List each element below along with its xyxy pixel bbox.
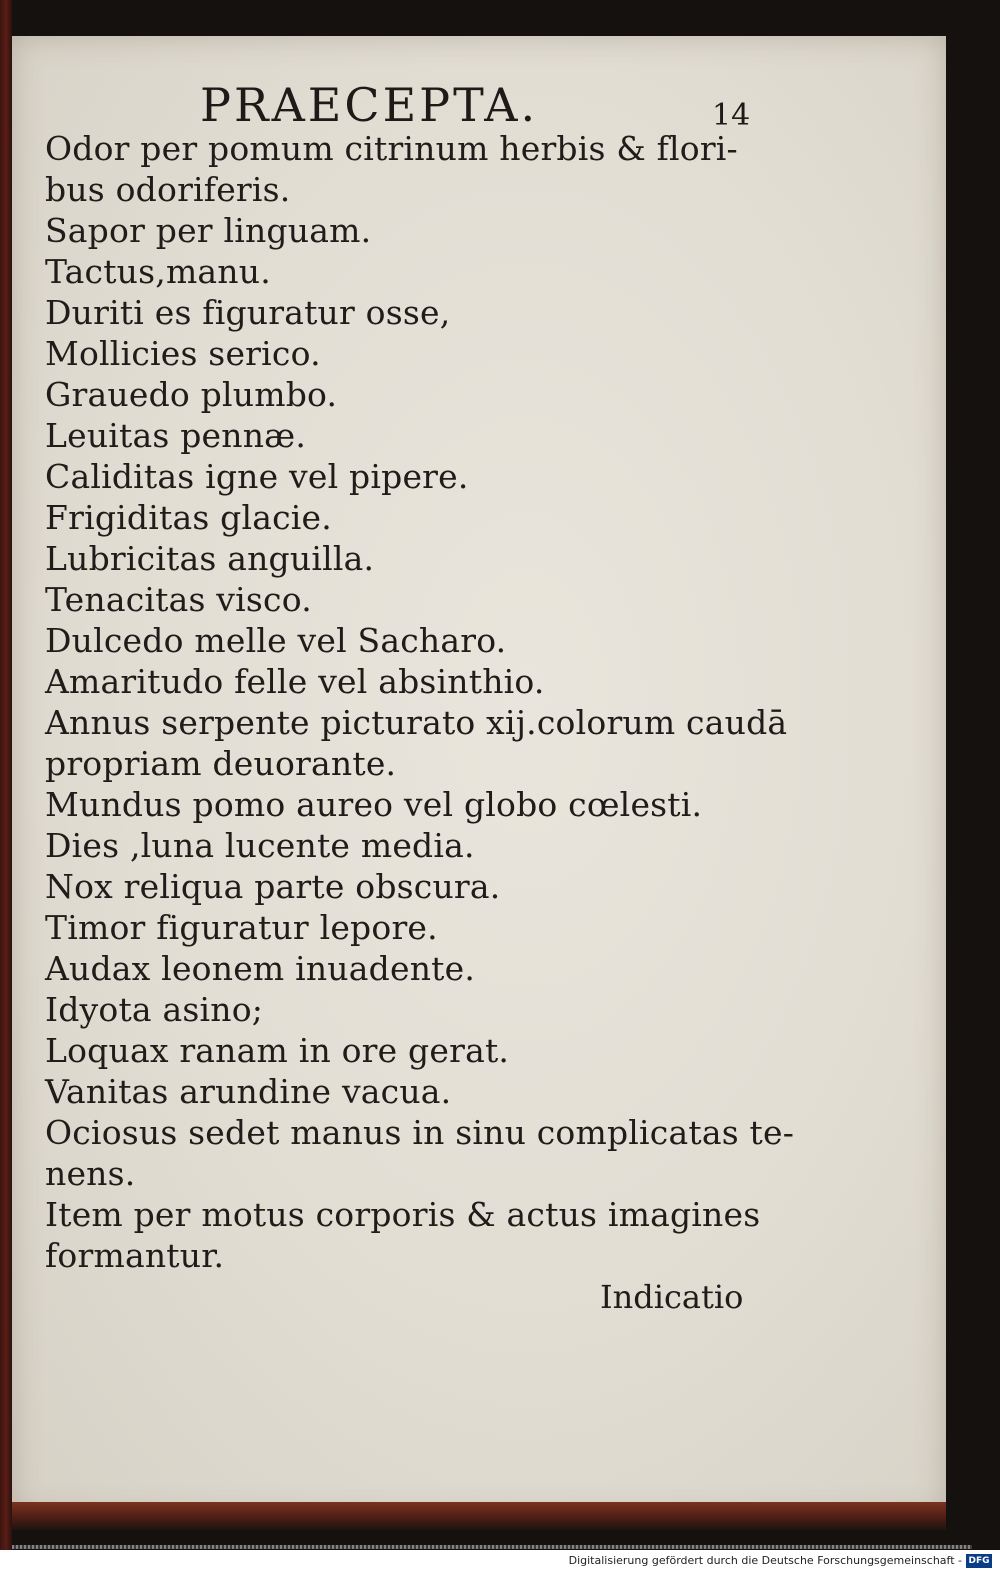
text-line: Mundus pomo aureo vel globo cœlesti. [45,785,703,824]
text-line: Duriti es figuratur osse, [45,293,451,332]
text-line: Idyota asino; [45,990,264,1029]
text-line: Audax leonem inuadente. [45,949,476,988]
footer-bar [0,1550,1000,1573]
page-number: 14 [712,98,751,133]
text-line: Tactus,manu. [45,252,271,291]
text-line: Frigiditas glacie. [45,498,332,537]
text-line: Item per motus corporis & actus imagines [45,1195,761,1234]
page-bottom-edge [12,1502,946,1530]
text-line: Dulcedo melle vel Sacharo. [45,621,507,660]
text-line: Odor per pomum citrinum herbis & flori- [45,129,738,168]
text-line: Vanitas arundine vacua. [45,1072,452,1111]
text-line: Nox reliqua parte obscura. [45,867,501,906]
scan-ruler [12,1545,972,1549]
text-line: Timor figuratur lepore. [45,908,438,947]
text-line: Ociosus sedet manus in sinu complicatas te- [45,1113,795,1152]
book-edge [0,0,12,1550]
text-block [45,128,795,1276]
text-line: formantur. [45,1236,225,1275]
text-line: Grauedo plumbo. [45,375,338,414]
text-line: nens. [45,1154,136,1193]
text-line: Lubricitas anguilla. [45,539,375,578]
text-line: propriam deuorante. [45,744,397,783]
dfg-logo: DFG [966,1554,992,1568]
text-line: bus odoriferis. [45,170,291,209]
text-line: Annus serpente picturato xij.colorum caudā [45,703,788,742]
text-line: Amaritudo felle vel absinthio. [45,662,545,701]
text-line: Tenacitas visco. [45,580,312,619]
text-line: Loquax ranam in ore gerat. [45,1031,510,1070]
footer-credit: Digitalisierung gefördert durch die Deutsche Forschungsgemeinschaft - [568,1554,962,1567]
text-line: Dies ,luna lucente media. [45,826,475,865]
running-head: PRAECEPTA. [200,78,539,132]
text-line: Sapor per linguam. [45,211,372,250]
text-line: Caliditas igne vel pipere. [45,457,469,496]
text-line: Leuitas pennæ. [45,416,307,455]
text-line: Mollicies serico. [45,334,321,373]
catchword: Indicatio [600,1278,744,1316]
